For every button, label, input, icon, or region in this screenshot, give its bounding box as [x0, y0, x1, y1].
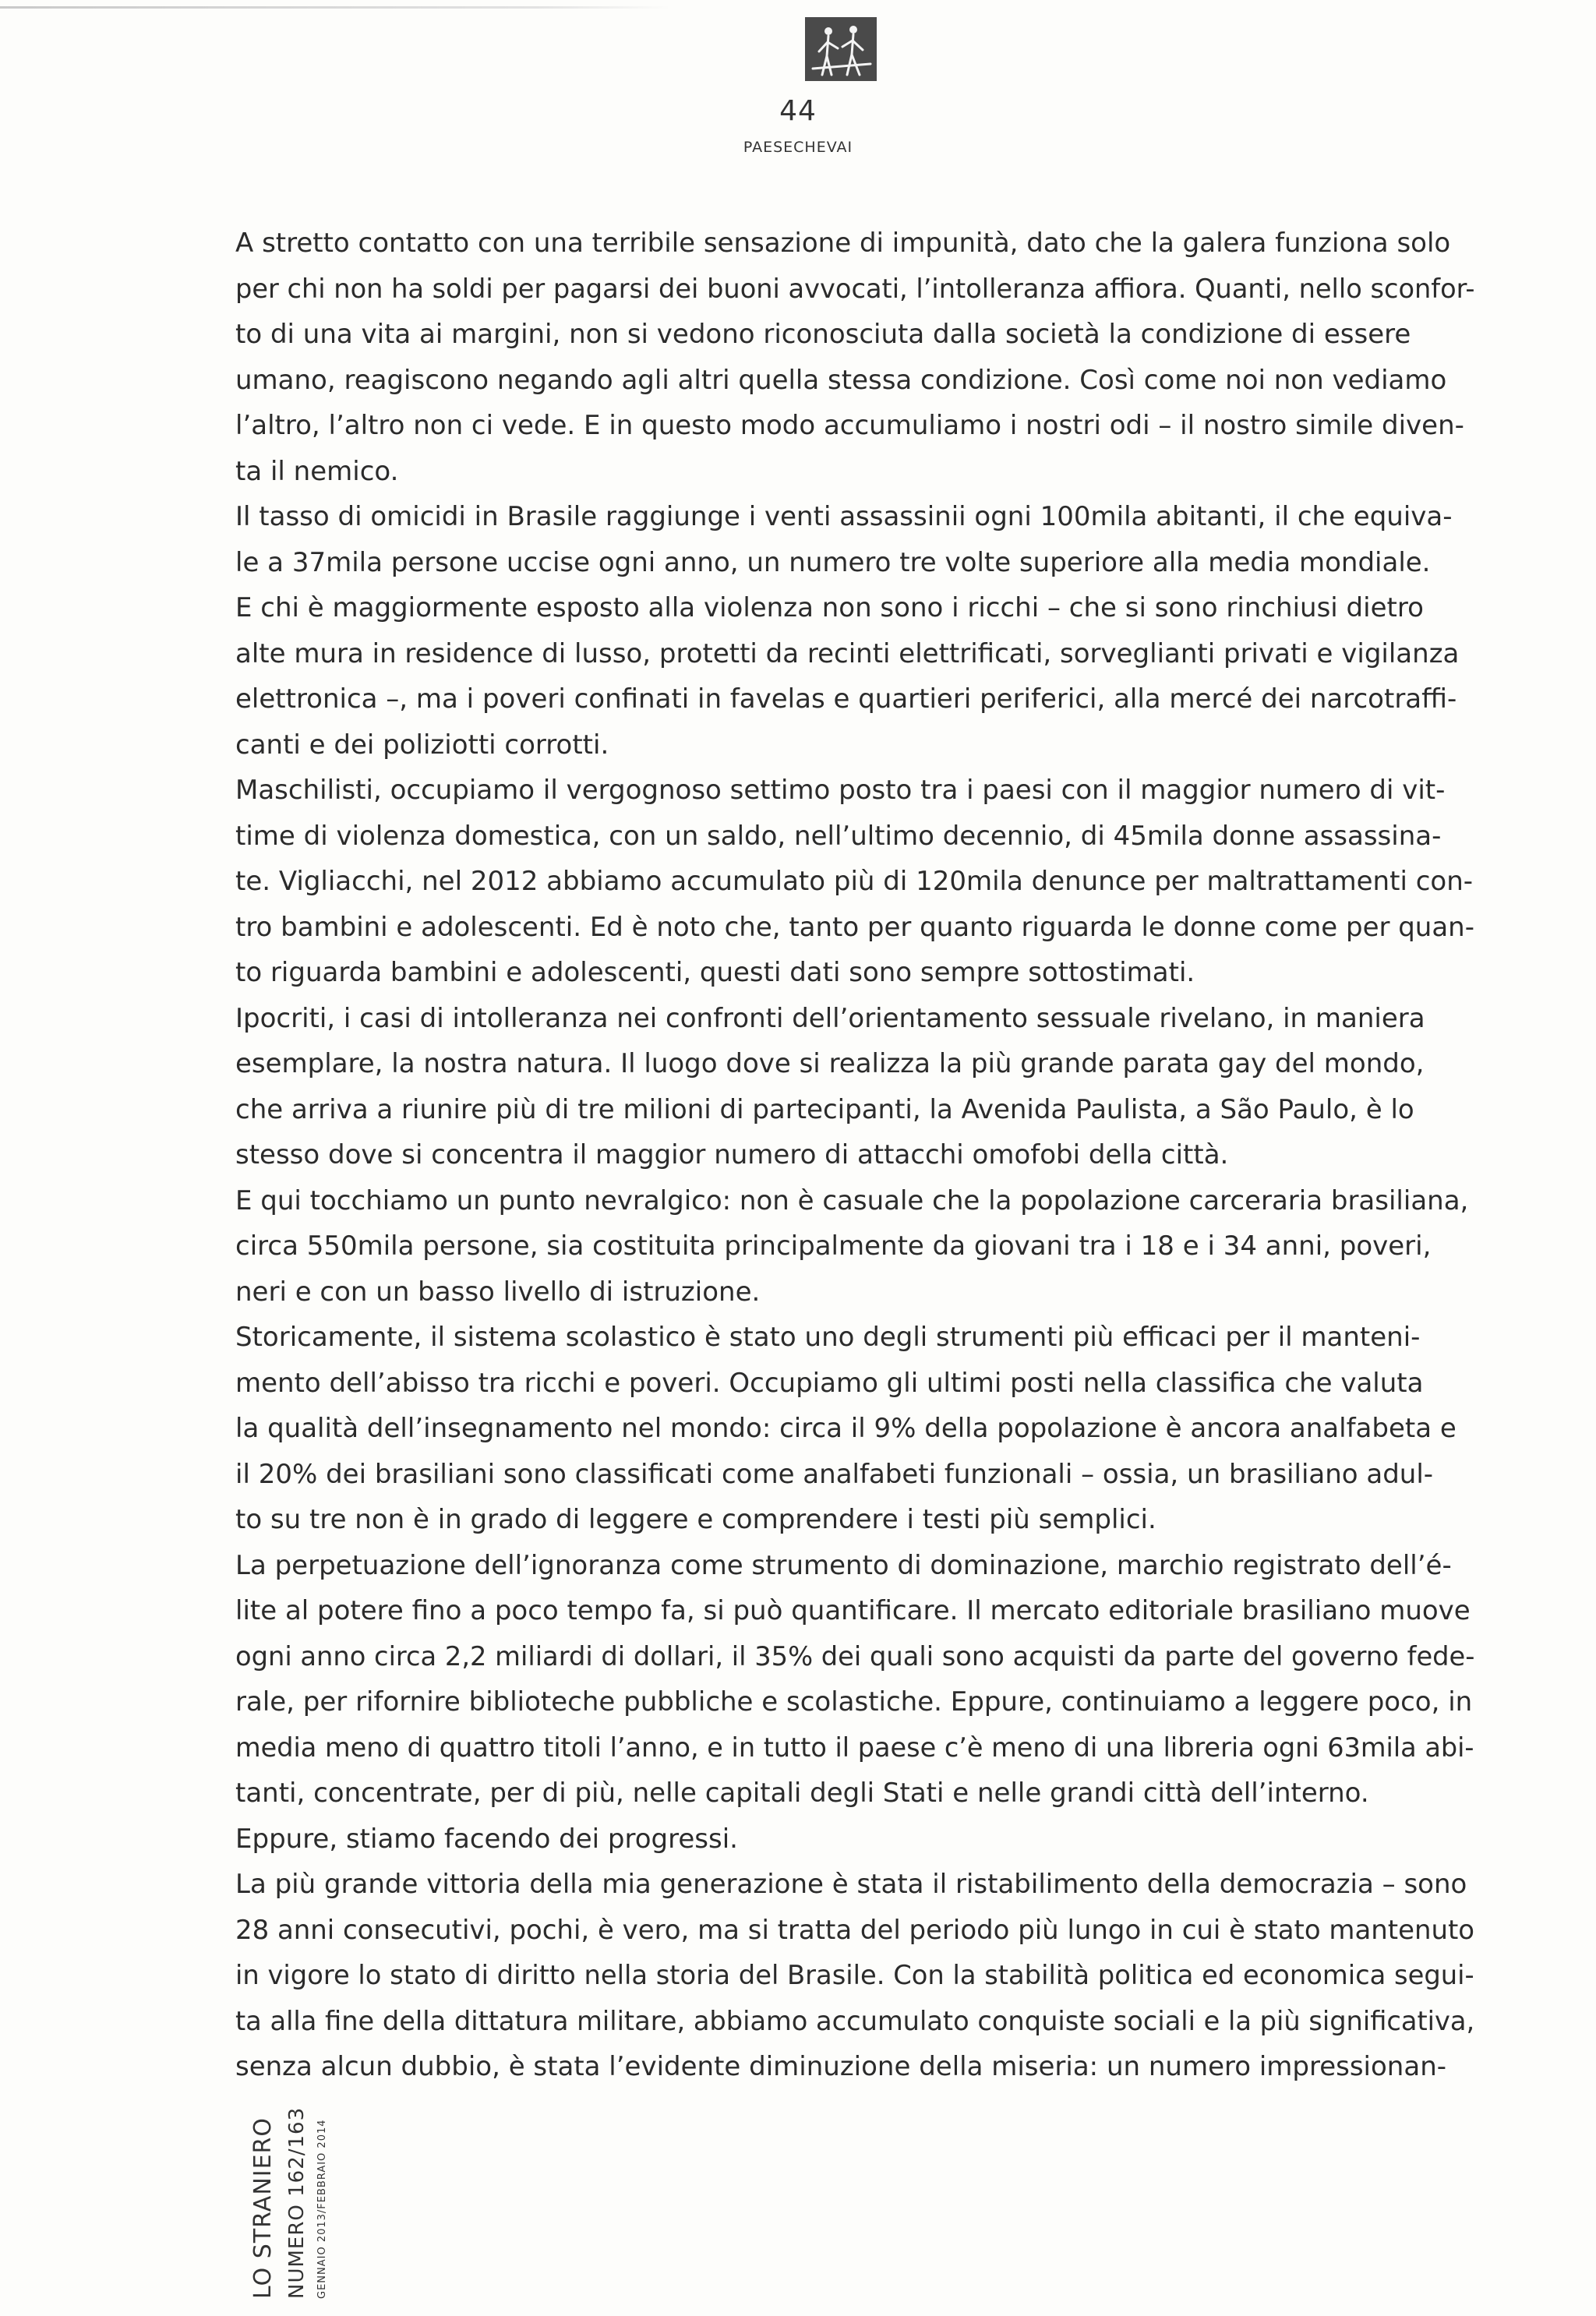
text-line: per chi non ha soldi per pagarsi dei buoni avvocati, l’intolleranza affiora. Quanti, nello sconfor-	[235, 273, 1475, 305]
page-number: 44	[779, 95, 817, 127]
magazine-title: LO STRANIERO	[249, 2117, 277, 2299]
text-line: E chi è maggiormente esposto alla violenza non sono i ricchi – che si sono rinchiusi dietro	[235, 592, 1424, 623]
text-line: il 20% dei brasiliani sono classificati come analfabeti funzionali – ossia, un brasiliano adul-	[235, 1458, 1434, 1490]
text-line: rale, per rifornire biblioteche pubbliche e scolastiche. Eppure, continuiamo a leggere poco, in	[235, 1686, 1473, 1718]
text-line: Eppure, stiamo facendo dei progressi.	[235, 1823, 738, 1855]
issue-date: GENNAIO 2013/FEBBRAIO 2014	[316, 2119, 328, 2299]
text-line: to riguarda bambini e adolescenti, questi dati sono sempre sottostimati.	[235, 957, 1195, 988]
text-line: Maschilisti, occupiamo il vergognoso settimo posto tra i paesi con il maggior numero di vit-	[235, 775, 1446, 806]
text-line: neri e con un basso livello di istruzione.	[235, 1276, 761, 1308]
text-line: A stretto contatto con una terribile sensazione di impunità, dato che la galera funziona solo	[235, 228, 1451, 259]
text-line: ta alla fine della dittatura militare, abbiamo accumulato conquiste sociali e la più significativa,	[235, 2005, 1475, 2037]
text-line: La perpetuazione dell’ignoranza come strumento di dominazione, marchio registrato dell’é-	[235, 1549, 1452, 1581]
article-body	[235, 221, 1474, 2090]
text-line: in vigore lo stato di diritto nella storia del Brasile. Con la stabilità politica ed economica segui-	[235, 1960, 1474, 1991]
text-line: tanti, concentrate, per di più, nelle capitali degli Stati e nelle grandi città dell’interno.	[235, 1778, 1369, 1809]
text-line: to su tre non è in grado di leggere e comprendere i testi più semplici.	[235, 1504, 1156, 1535]
text-line: lite al potere fino a poco tempo fa, si può quantificare. Il mercato editoriale brasiliano muove	[235, 1595, 1471, 1626]
section-title: PAESECHEVAI	[743, 139, 853, 156]
text-line: Il tasso di omicidi in Brasile raggiunge i venti assassinii ogni 100mila abitanti, il che equiva-	[235, 501, 1453, 532]
text-line: ogni anno circa 2,2 miliardi di dollari, il 35% dei quali sono acquisti da parte del governo fede-	[235, 1640, 1475, 1672]
text-line: to di una vita ai margini, non si vedono riconosciuta dalla società la condizione di essere	[235, 319, 1411, 350]
text-line: mento dell’abisso tra ricchi e poveri. Occupiamo gli ultimi posti nella classifica che valuta	[235, 1367, 1424, 1399]
text-line: esemplare, la nostra natura. Il luogo dove si realizza la più grande parata gay del mondo,	[235, 1048, 1425, 1079]
text-line: Ipocriti, i casi di intolleranza nei confronti dell’orientamento sessuale rivelano, in maniera	[235, 1002, 1425, 1034]
text-line: canti e dei poliziotti corrotti.	[235, 729, 609, 761]
text-line: E qui tocchiamo un punto nevralgico: non è casuale che la popolazione carceraria brasiliana,	[235, 1184, 1469, 1216]
text-line: senza alcun dubbio, è stata l’evidente diminuzione della miseria: un numero impressionan-	[235, 2051, 1447, 2082]
text-line: ta il nemico.	[235, 455, 399, 487]
text-line: circa 550mila persone, sia costituita principalmente da giovani tra i 18 e i 34 anni, poveri,	[235, 1230, 1432, 1262]
text-line: media meno di quattro titoli l’anno, e in tutto il paese c’è meno di una libreria ogni 63mila abi-	[235, 1732, 1474, 1763]
text-line: Storicamente, il sistema scolastico è stato uno degli strumenti più efficaci per il manteni-	[235, 1322, 1421, 1353]
text-line: te. Vigliacchi, nel 2012 abbiamo accumulato più di 120mila denunce per maltrattamenti con-	[235, 866, 1474, 897]
text-line: elettronica –, ma i poveri confinati in favelas e quartieri periferici, alla mercé dei narcotraffi-	[235, 683, 1457, 715]
text-line: la qualità dell’insegnamento nel mondo: circa il 9% della popolazione è ancora analfabeta e	[235, 1413, 1457, 1444]
text-line: stesso dove si concentra il maggior numero di attacchi omofobi della città.	[235, 1139, 1229, 1170]
text-line: umano, reagiscono negando agli altri quella stessa condizione. Così come noi non vediamo	[235, 364, 1447, 396]
text-line: tro bambini e adolescenti. Ed è noto che, tanto per quanto riguarda le donne come per quan-	[235, 911, 1474, 943]
text-line: 28 anni consecutivi, pochi, è vero, ma si tratta del periodo più lungo in cui è stato mantenuto	[235, 1914, 1475, 1946]
issue-info	[249, 2106, 382, 2299]
text-line: alte mura in residence di lusso, protetti da recinti elettrificati, sorveglianti privati e vigilanza	[235, 637, 1460, 669]
text-line: le a 37mila persone uccise ogni anno, un numero tre volte superiore alla media mondiale.	[235, 546, 1431, 578]
two-figures-icon	[805, 17, 877, 81]
text-line: La più grande vittoria della mia generazione è stata il ristabilimento della democrazia – sono	[235, 1869, 1467, 1900]
issue-number: NUMERO 162/163	[285, 2106, 309, 2299]
text-line: l’altro, l’altro non ci vede. E in questo modo accumuliamo i nostri odi – il nostro simile diven-	[235, 410, 1464, 441]
text-line: time di violenza domestica, con un saldo, nell’ultimo decennio, di 45mila donne assassina-	[235, 820, 1442, 852]
top-rule	[0, 6, 670, 9]
text-line: che arriva a riunire più di tre milioni di partecipanti, la Avenida Paulista, a São Paulo, è lo	[235, 1093, 1414, 1125]
